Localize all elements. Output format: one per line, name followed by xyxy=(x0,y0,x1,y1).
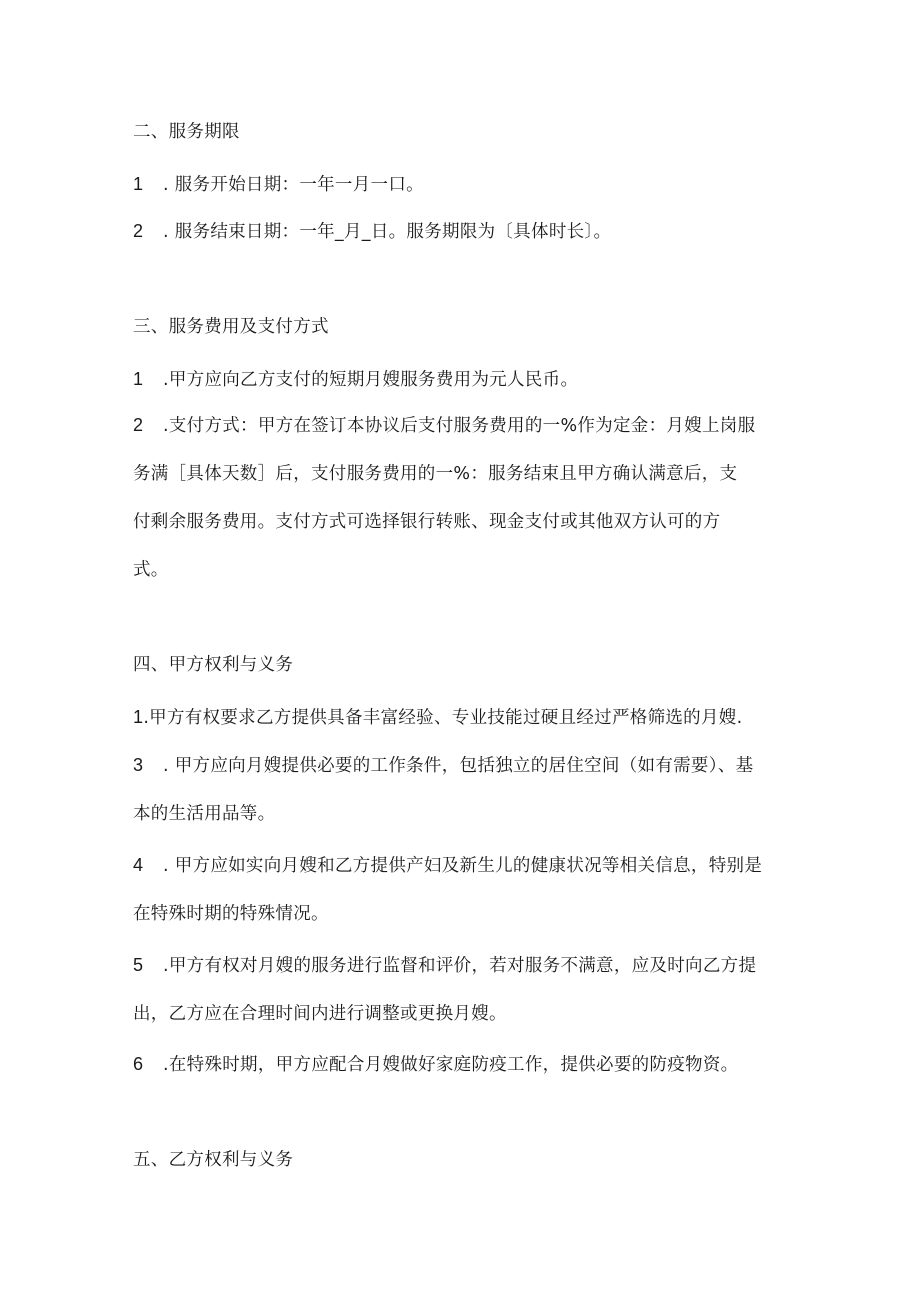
item-number: 1 xyxy=(133,174,144,194)
section-heading-fees-payment xyxy=(133,303,788,351)
section-heading-party-a-rights xyxy=(133,641,788,689)
item-text: .甲方有权对月嫂的服务进行监督和评价，若对服务不满意，应及时向乙方提 xyxy=(163,956,757,976)
list-item xyxy=(133,355,788,404)
item-number: 2 xyxy=(133,221,144,241)
item-text: . 甲方应向月嫂提供必要的工作条件，包括独立的居住空间（如有需要）、基 xyxy=(163,756,754,776)
item-number: 3 xyxy=(133,755,144,775)
item-line: 式。 xyxy=(133,560,169,580)
item-number: 6 xyxy=(133,1054,144,1074)
list-item xyxy=(133,207,788,256)
item-text: . 服务开始日期：一年一月一口。 xyxy=(163,175,424,195)
item-line xyxy=(133,841,788,890)
heading-text: 五、乙方权利与义务 xyxy=(133,1150,294,1170)
item-text: . 服务结束日期：一年_月_日。服务期限为〔具体时长〕。 xyxy=(163,222,612,242)
section-heading-party-b-rights xyxy=(133,1136,788,1184)
section-heading-service-term xyxy=(133,108,788,156)
item-line xyxy=(133,401,788,450)
item-text: .甲方有权要求乙方提供具备丰富经验、专业技能过硬且经过严格筛选的月嫂. xyxy=(143,708,743,728)
item-text: .甲方应向乙方支付的短期月嫂服务费用为元人民币。 xyxy=(163,370,579,390)
list-item xyxy=(133,693,788,742)
item-number: 2 xyxy=(133,415,144,435)
list-item xyxy=(133,841,788,938)
item-line: 付剩余服务费用。支付方式可选择银行转账、现金支付或其他双方认可的方 xyxy=(133,512,721,532)
list-item xyxy=(133,401,788,594)
item-text: . 甲方应如实向月嫂和乙方提供产妇及新生儿的健康状况等相关信息，特别是 xyxy=(163,856,763,876)
list-item xyxy=(133,741,788,838)
list-item xyxy=(133,941,788,1038)
heading-text: 四、甲方权利与义务 xyxy=(133,655,294,675)
item-number: 1 xyxy=(133,707,144,727)
item-line xyxy=(133,941,788,990)
item-line xyxy=(133,741,788,790)
heading-text: 二、服务期限 xyxy=(133,122,240,142)
item-line: 本的生活用品等。 xyxy=(133,804,276,824)
item-number: 5 xyxy=(133,955,144,975)
heading-text: 三、服务费用及支付方式 xyxy=(133,317,329,337)
item-line: 出，乙方应在合理时间内进行调整或更换月嫂。 xyxy=(133,1004,507,1024)
item-line: 在特殊时期的特殊情况。 xyxy=(133,904,329,924)
list-item xyxy=(133,160,788,209)
item-number: 4 xyxy=(133,855,144,875)
item-number: 1 xyxy=(133,369,144,389)
item-line: 务满［具体天数］后，支付服务费用的一%：服务结束且甲方确认满意后，支 xyxy=(133,464,738,484)
item-text: .在特殊时期，甲方应配合月嫂做好家庭防疫工作，提供必要的防疫物资。 xyxy=(163,1055,739,1075)
item-text: .支付方式：甲方在签订本协议后支付服务费用的一%作为定金：月嫂上岗服 xyxy=(163,416,756,436)
list-item xyxy=(133,1040,788,1089)
